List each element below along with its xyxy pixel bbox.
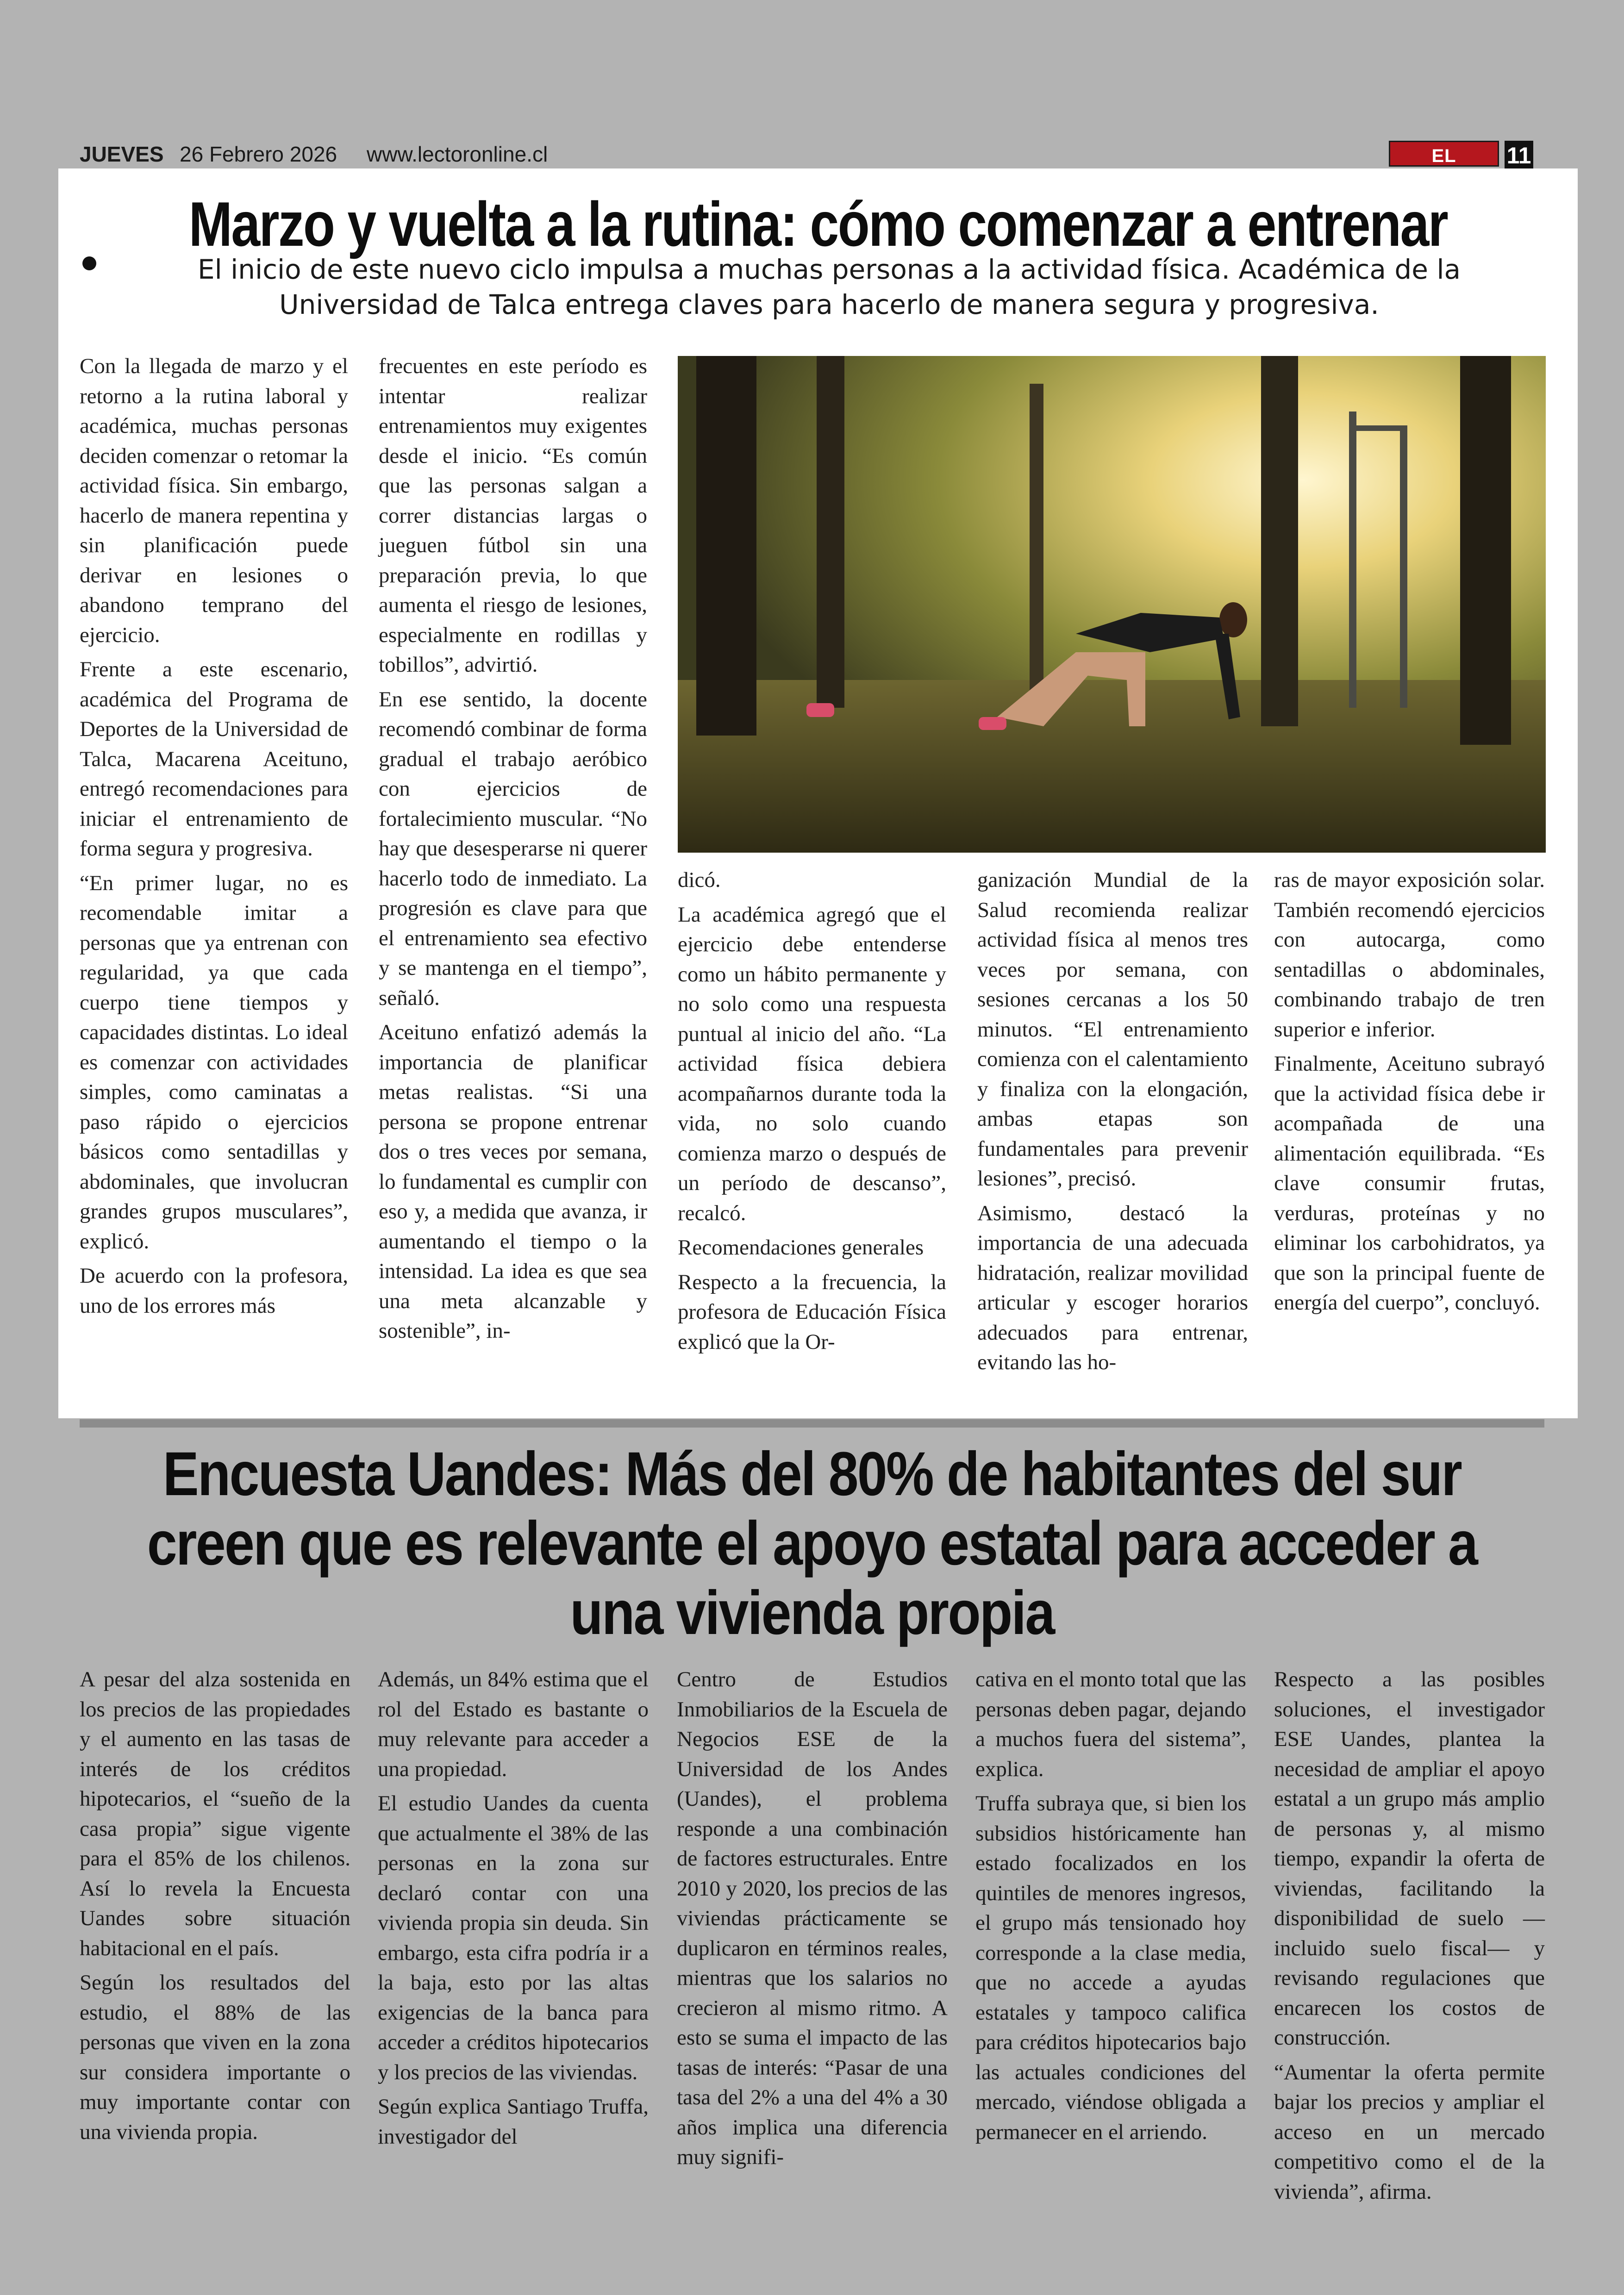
- paragraph: Centro de Estudios Inmobiliarios de la Escuela de Negocios ESE de la Universidad de los Andes (Uandes), el problema responde a una combinación de factores estructurales. Entre 2010 y 2020, los precios de las viviendas prácticamente se duplicaron en términos reales, mientras que los salarios no crecieron al mismo ritmo. A esto se suma el impacto de las tasas de interés: “Pasar de una tasa del 2% a una del 4% a 30 años implica una diferencia muy signifi-: [677, 1667, 948, 2169]
- paragraph: Respecto a la frecuencia, la profesora de Educación Física explicó que la Or-: [678, 1270, 946, 1354]
- paragraph: “Aumentar la oferta permite bajar los precios y ampliar el acceso en un mercado competitivo como el de la vivienda”, afirma.: [1274, 2060, 1545, 2204]
- paragraph: Asimismo, destacó la importancia de una adecuada hidratación, realizar movilidad articular y escoger horarios adecuados para entrenar, evitando las ho-: [977, 1201, 1248, 1374]
- woman-exercising-photo: [678, 356, 1546, 853]
- paragraph: Según los resultados del estudio, el 88% de las personas que viven en la zona sur considera importante o muy importante contar con una vivienda propia.: [80, 1971, 350, 2144]
- paragraph: “En primer lugar, no es recomendable imitar a personas que ya entrenan con regularidad, ya que cada cuerpo tiene tiempos y capacidades distintas. Lo ideal es comenzar con actividades simples, como caminatas a paso rápido o ejercicios básicos como sentadillas y abdominales, que involucran grandes grupos musculares”, explicó.: [80, 871, 348, 1254]
- header-day: JUEVES: [80, 142, 164, 166]
- newspaper-logo: [1389, 141, 1499, 167]
- logo-text: EL: [1431, 146, 1456, 166]
- paragraph: Según explica Santiago Truffa, investigador del: [378, 2095, 649, 2149]
- paragraph: ganización Mundial de la Salud recomienda realizar actividad física al menos tres veces por semana, con sesiones cercanas a los 50 minutos. “El entrenamiento comienza con el calentamiento y finaliza con la elongación, ambas etapas son fundamentales para prevenir lesiones”, precisó.: [977, 868, 1248, 1191]
- article2-column-2: [378, 1665, 649, 2156]
- paragraph: cativa en el monto total que las personas deben pagar, dejando a muchos fuera del sistema”, explica.: [975, 1667, 1246, 1781]
- article-column-4: [977, 865, 1248, 1382]
- section-divider: [80, 1419, 1544, 1428]
- page-number: 11: [1505, 141, 1533, 170]
- paragraph: Con la llegada de marzo y el retorno a la rutina laboral y académica, muchas personas deciden comenzar o retomar la actividad física. Sin embargo, hacerlo de manera repentina y sin planificación puede derivar en lesiones o abandono temprano del ejercicio.: [80, 354, 348, 647]
- paragraph: De acuerdo con la profesora, uno de los errores más: [80, 1264, 348, 1318]
- article-subtitle: El inicio de este nuevo ciclo impulsa a muchas personas a la actividad física. Académica de la Universidad de Talca entrega claves para hacerlo de manera segura y progresiva.: [197, 254, 1461, 320]
- article2-column-5: [1274, 1665, 1545, 2211]
- paragraph: La académica agregó que el ejercicio debe entenderse como un hábito permanente y no solo como una respuesta puntual al inicio del año. “La actividad física debiera acompañarnos durante toda la vida, no solo cuando comienza marzo o después de un período de descanso”, recalcó.: [678, 902, 946, 1225]
- paragraph: Aceituno enfatizó además la importancia de planificar metas realistas. “Si una persona se propone entrenar dos o tres veces por semana, lo fundamental es cumplir con eso y, a medida que avanza, ir aumentando el tiempo o la intensidad. La idea es que sea una meta alcanzable y sostenible”, in-: [379, 1020, 647, 1343]
- article-column-5: [1274, 865, 1545, 1322]
- article-fitness: [58, 168, 1578, 1418]
- paragraph: Finalmente, Aceituno subrayó que la actividad física debe ir acompañada de una alimentación equilibrada. “Es clave consumir frutas, verduras, proteínas y no eliminar los carbohidratos, ya que son la principal fuente de energía del cuerpo”, concluyó.: [1274, 1052, 1545, 1315]
- paragraph: El estudio Uandes da cuenta que actualmente el 38% de las personas en la zona sur declaró contar con una vivienda propia sin deuda. Sin embargo, esta cifra podría ir a la baja, esto por las altas exigencias de la banca para acceder a créditos hipotecarios y los precios de las viviendas.: [378, 1791, 649, 2084]
- article2-column-4: [975, 1665, 1246, 2152]
- article2-column-1: [80, 1665, 350, 2152]
- paragraph: Recomendaciones generales: [678, 1235, 924, 1260]
- paragraph: Truffa subraya que, si bien los subsidios históricamente han estado focalizados en los quintiles de menores ingresos, el grupo más tensionado hoy corresponde a la clase media, que no accede a ayudas estatales y tampoco califica para créditos hipotecarios bajo las actuales condiciones del mercado, viéndose obligada a permanecer en el arriendo.: [975, 1791, 1246, 2144]
- paragraph: Respecto a las posibles soluciones, el investigador ESE Uandes, plantea la necesidad de ampliar el apoyo estatal a un grupo más amplio de personas y, al mismo tiempo, expandir la oferta de viviendas, facilitando la disponibilidad de suelo —incluido suelo fiscal— y revisando regulaciones que encarecen los costos de construcción.: [1274, 1667, 1545, 2050]
- paragraph: ras de mayor exposición solar. También recomendó ejercicios con autocarga, como sentadillas o abdominales, combinando trabajo de tren superior e inferior.: [1274, 868, 1545, 1041]
- paragraph: frecuentes en este período es intentar realizar entrenamientos muy exigentes desde el inicio. “Es común que las personas salgan a correr distancias largas o jueguen fútbol sin una preparación previa, lo que aumenta el riesgo de lesiones, especialmente en rodillas y tobillos”, advirtió.: [379, 354, 647, 677]
- article2-column-3: [677, 1665, 948, 2177]
- bullet-icon: [82, 256, 96, 270]
- paragraph: Además, un 84% estima que el rol del Estado es bastante o muy relevante para acceder a una propiedad.: [378, 1667, 649, 1781]
- paragraph: A pesar del alza sostenida en los precios de las propiedades y el aumento en las tasas de interés de los créditos hipotecarios, el “sueño de la casa propia” sigue vigente para el 85% de los chilenos. Así lo revela la Encuesta Uandes sobre situación habitacional en el país.: [80, 1667, 350, 1960]
- paragraph: En ese sentido, la docente recomendó combinar de forma gradual el trabajo aeróbico con ejercicios de fortalecimiento muscular. “No hay que desesperarse ni querer hacerlo todo de inmediato. La progresión es clave para que el entrenamiento sea efectivo y se mantenga en el tiempo”, señaló.: [379, 687, 647, 1010]
- article-title: Marzo y vuelta a la rutina: cómo comenzar a entrenar: [188, 189, 1448, 259]
- article-column-2: [379, 351, 647, 1351]
- header-date: 26 Febrero 2026: [180, 142, 337, 166]
- paragraph: Frente a este escenario, académica del Programa de Deportes de la Universidad de Talca, Macarena Aceituno, entregó recomendaciones para iniciar el entrenamiento de forma segura y progresiva.: [80, 657, 348, 861]
- article-column-1: [80, 351, 348, 1325]
- header-url[interactable]: www.lectoronline.cl: [367, 142, 548, 166]
- article2-title: Encuesta Uandes: Más del 80% de habitantes del sur creen que es relevante el apoyo estatal para acceder a una vivienda propia: [147, 1440, 1477, 1647]
- paragraph: dicó.: [678, 868, 721, 892]
- article-column-3: [678, 865, 946, 1361]
- page-header: [80, 139, 1543, 173]
